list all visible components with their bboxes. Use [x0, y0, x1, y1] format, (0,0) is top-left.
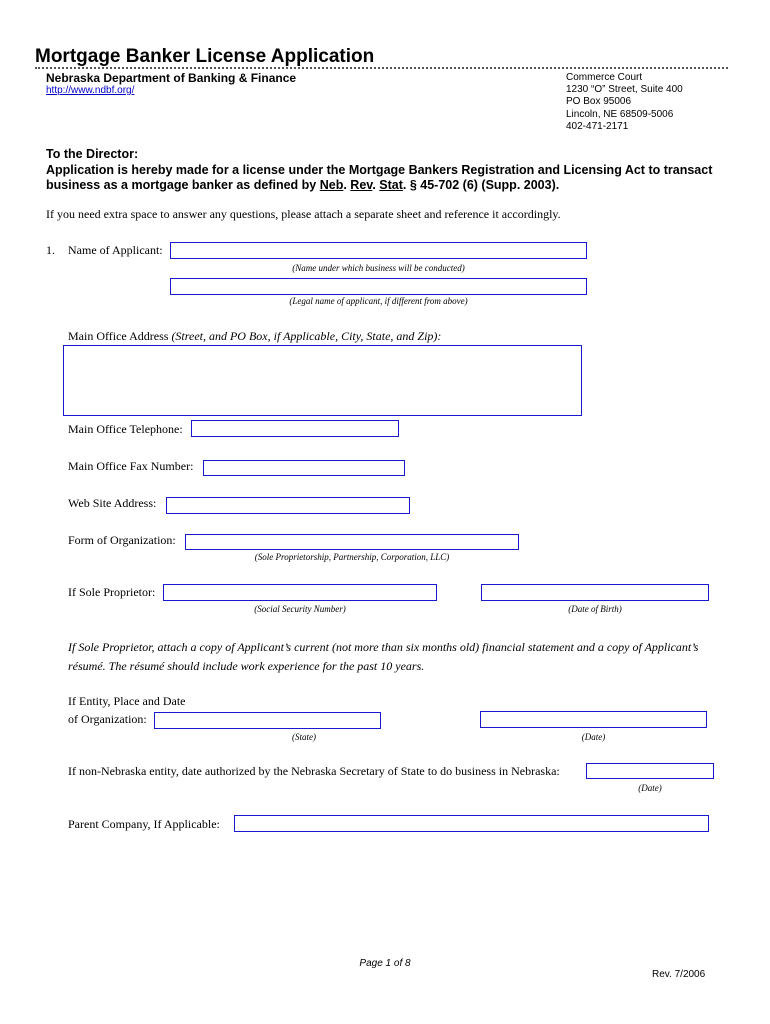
statute-rev: Rev	[350, 178, 373, 193]
address-line: PO Box 95006	[566, 96, 632, 108]
non-nebraska-authorization-date-caption: (Date)	[638, 783, 662, 793]
applicant-name-caption: (Name under which business will be conducted)	[292, 263, 465, 273]
main-office-address-field[interactable]	[63, 345, 582, 416]
extra-space-note: If you need extra space to answer any questions, please attach a separate sheet and reference it accordingly.	[46, 207, 561, 221]
statement-pre: Application is hereby made for a license under the Mortgage Bankers Registration and Licensing Act to transact business as a mortgage banker as defined by	[46, 162, 713, 193]
organization-state-field[interactable]	[154, 712, 381, 729]
main-office-telephone-label: Main Office Telephone:	[68, 422, 183, 436]
statute-dot: .	[343, 178, 351, 193]
address-line: 1230 “O” Street, Suite 400	[566, 84, 683, 96]
address-line: Commerce Court	[566, 72, 643, 83]
date-of-birth-field[interactable]	[481, 584, 709, 601]
non-nebraska-authorization-date-field[interactable]	[586, 763, 714, 779]
statute-stat: Stat	[379, 178, 403, 193]
organization-state-caption: (State)	[292, 732, 316, 742]
item-number: 1.	[46, 243, 55, 257]
website-link[interactable]: http://www.ndbf.org/	[46, 85, 135, 96]
statute-neb: Neb	[319, 178, 344, 193]
sole-proprietor-instructions: If Sole Proprietor, attach a copy of Applicant’s current (not more than six months old) financial statement and a copy of Applicant’s résumé. The résumé should include work experience for the past 10 years.	[68, 640, 699, 673]
page-title: Mortgage Banker License Application	[35, 46, 375, 67]
organization-date-field[interactable]	[480, 711, 707, 728]
legal-name-field[interactable]	[170, 278, 587, 295]
address-line: Lincoln, NE 68509-5006	[566, 108, 674, 120]
entity-place-date-label: If Entity, Place and Date	[68, 694, 186, 708]
name-of-applicant-label: Name of Applicant:	[68, 243, 163, 257]
salutation: To the Director:	[46, 147, 139, 161]
web-site-address-label: Web Site Address:	[68, 496, 157, 510]
form-of-organization-label: Form of Organization:	[68, 533, 176, 547]
main-office-telephone-field[interactable]	[191, 420, 399, 437]
social-security-number-field[interactable]	[163, 584, 437, 601]
date-of-birth-caption: (Date of Birth)	[568, 604, 622, 614]
form-of-organization-caption: (Sole Proprietorship, Partnership, Corporation, LLC)	[254, 552, 450, 562]
application-statement	[46, 147, 736, 194]
statute-dot: .	[372, 178, 380, 193]
non-nebraska-authorization-label: If non-Nebraska entity, date authorized by the Nebraska Secretary of State to do business in Nebraska:	[68, 764, 560, 778]
organization-date-caption: (Date)	[581, 732, 606, 742]
page-number: Page 1 of 8	[359, 958, 411, 969]
address-label-hint: (Street, and PO Box, if Applicable, City, State, and Zip):	[171, 329, 442, 343]
social-security-number-caption: (Social Security Number)	[254, 604, 346, 614]
department-name: Nebraska Department of Banking & Finance	[46, 71, 297, 85]
form-of-organization-field[interactable]	[185, 534, 519, 550]
entity-organization-label: of Organization:	[68, 712, 147, 726]
main-office-fax-label: Main Office Fax Number:	[68, 459, 194, 473]
statement-post: . § 45-702 (6) (Supp. 2003).	[402, 178, 560, 193]
revision-date: Rev. 7/2006	[652, 969, 706, 980]
legal-name-caption: (Legal name of applicant, if different from above)	[289, 296, 468, 306]
main-office-address-label	[68, 329, 441, 344]
statement-text	[46, 163, 736, 194]
applicant-name-field[interactable]	[170, 242, 587, 259]
address-line: 402-471-2171	[566, 120, 629, 132]
title-divider	[35, 67, 728, 69]
main-office-fax-field[interactable]	[203, 460, 405, 476]
address-label-text: Main Office Address	[68, 329, 172, 343]
sole-proprietor-label: If Sole Proprietor:	[68, 585, 156, 599]
parent-company-label: Parent Company, If Applicable:	[68, 817, 220, 831]
parent-company-field[interactable]	[234, 815, 709, 832]
mailing-address	[566, 72, 683, 133]
web-site-address-field[interactable]	[166, 497, 410, 514]
